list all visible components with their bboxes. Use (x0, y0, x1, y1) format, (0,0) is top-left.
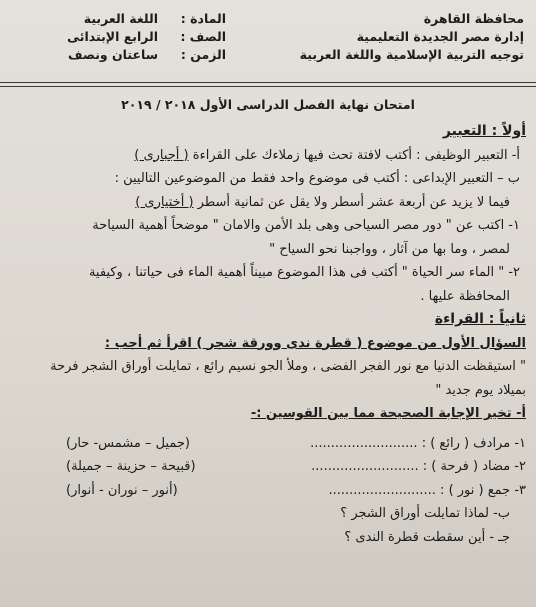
reading-question-1: السؤال الأول من موضوع ( قطرة ندى وورقة شجر ) اقرأ ثم أجب : (104, 335, 526, 351)
question-c: جـ - أين سقطت قطرة الندى ؟ (344, 529, 510, 545)
header-divider-2 (0, 86, 536, 87)
topic-2-line-1: ٢- " الماء سر الحياة " أكتب فى هذا الموضوع مبيناً أهمية الماء فى حياتنا ، وكيفية (88, 265, 520, 280)
exam-title: امتحان نهاية الفصل الدراسى الأول ٢٠١٨ / ٢٠١٩ (121, 97, 415, 112)
header-exam-info (26, 10, 226, 64)
functional-expression-task: أ- التعبير الوظيفى : أكتب لافتة تحث فيها زملاءك على القراءة ( أجبارى ) (134, 147, 520, 163)
choose-instruction: أ- تخير الإجابة الصحيحة مما بين القوسين :- (250, 406, 526, 421)
mcq-item-2: ٢- مضاد ( فرحة ) : .......................... (قبيحة – حزينة – جميلة) (6, 455, 526, 479)
header-directorate: توجيه التربية الإسلامية واللغة العربية (299, 47, 524, 62)
mcq-item-1: ١- مرادف ( رائع ) : .......................... (جميل – مشمس- حار) (6, 432, 526, 456)
mandatory-tag: ( أجبارى ) (134, 147, 189, 163)
exam-body (6, 120, 526, 549)
passage-line-2: بميلاد يوم جديد " (435, 382, 526, 398)
info-subject: المادة : اللغة العربية (83, 11, 226, 26)
mcq-item-3: ٣- جمع ( نور ) : .......................... (أنور – نوران - أنوار) (6, 479, 526, 503)
topic-1-line-1: ١- اكتب عن " دور مصر السياحى وهى بلد الأمن والامان " موضحاً أهمية السياحة (92, 218, 520, 233)
mcq-options-3: (أنور – نوران - أنوار) (66, 482, 178, 498)
header-divider (0, 82, 536, 83)
header-administration: إدارة مصر الجديدة التعليمية (356, 29, 524, 44)
mcq-options-2: (قبيحة – حزينة – جميلة) (66, 459, 196, 474)
topic-2-line-2: المحافظة عليها . (420, 288, 510, 304)
question-b: ب- لماذا تمايلت أوراق الشجر ؟ (340, 506, 510, 521)
creative-length-note: فيما لا يزيد عن أربعة عشر أسطر ولا يقل عن ثمانية أسطر ( أختيارى ) (135, 194, 510, 210)
info-grade: الصف : الرابع الإبتدائى (67, 29, 226, 44)
topic-1-line-2: لمصر ، وما بها من آثار ، وواجبنا نحو السياح " (269, 241, 510, 257)
mcq-options-1: (جميل – مشمس- حار) (66, 435, 190, 451)
info-duration: الزمن : ساعتان ونصف (67, 47, 226, 62)
optional-tag: ( أختيارى ) (135, 194, 194, 210)
creative-expression-task: ب – التعبير الإبداعى : أكتب فى موضوع واحد فقط من الموضوعين التاليين : (114, 171, 520, 186)
section-reading-heading: ثانياً : القراءة (434, 311, 526, 327)
section-expression-heading: أولاً : التعبير (442, 123, 526, 139)
header-governorate: محافظة القاهرة (423, 11, 524, 26)
passage-line-1: " استيقظت الدنيا مع نور الفجر الفضى ، وملأ الجو نسيم رائع ، تمايلت أوراق الشجر فرحة (50, 359, 526, 374)
header-authority (284, 10, 524, 64)
